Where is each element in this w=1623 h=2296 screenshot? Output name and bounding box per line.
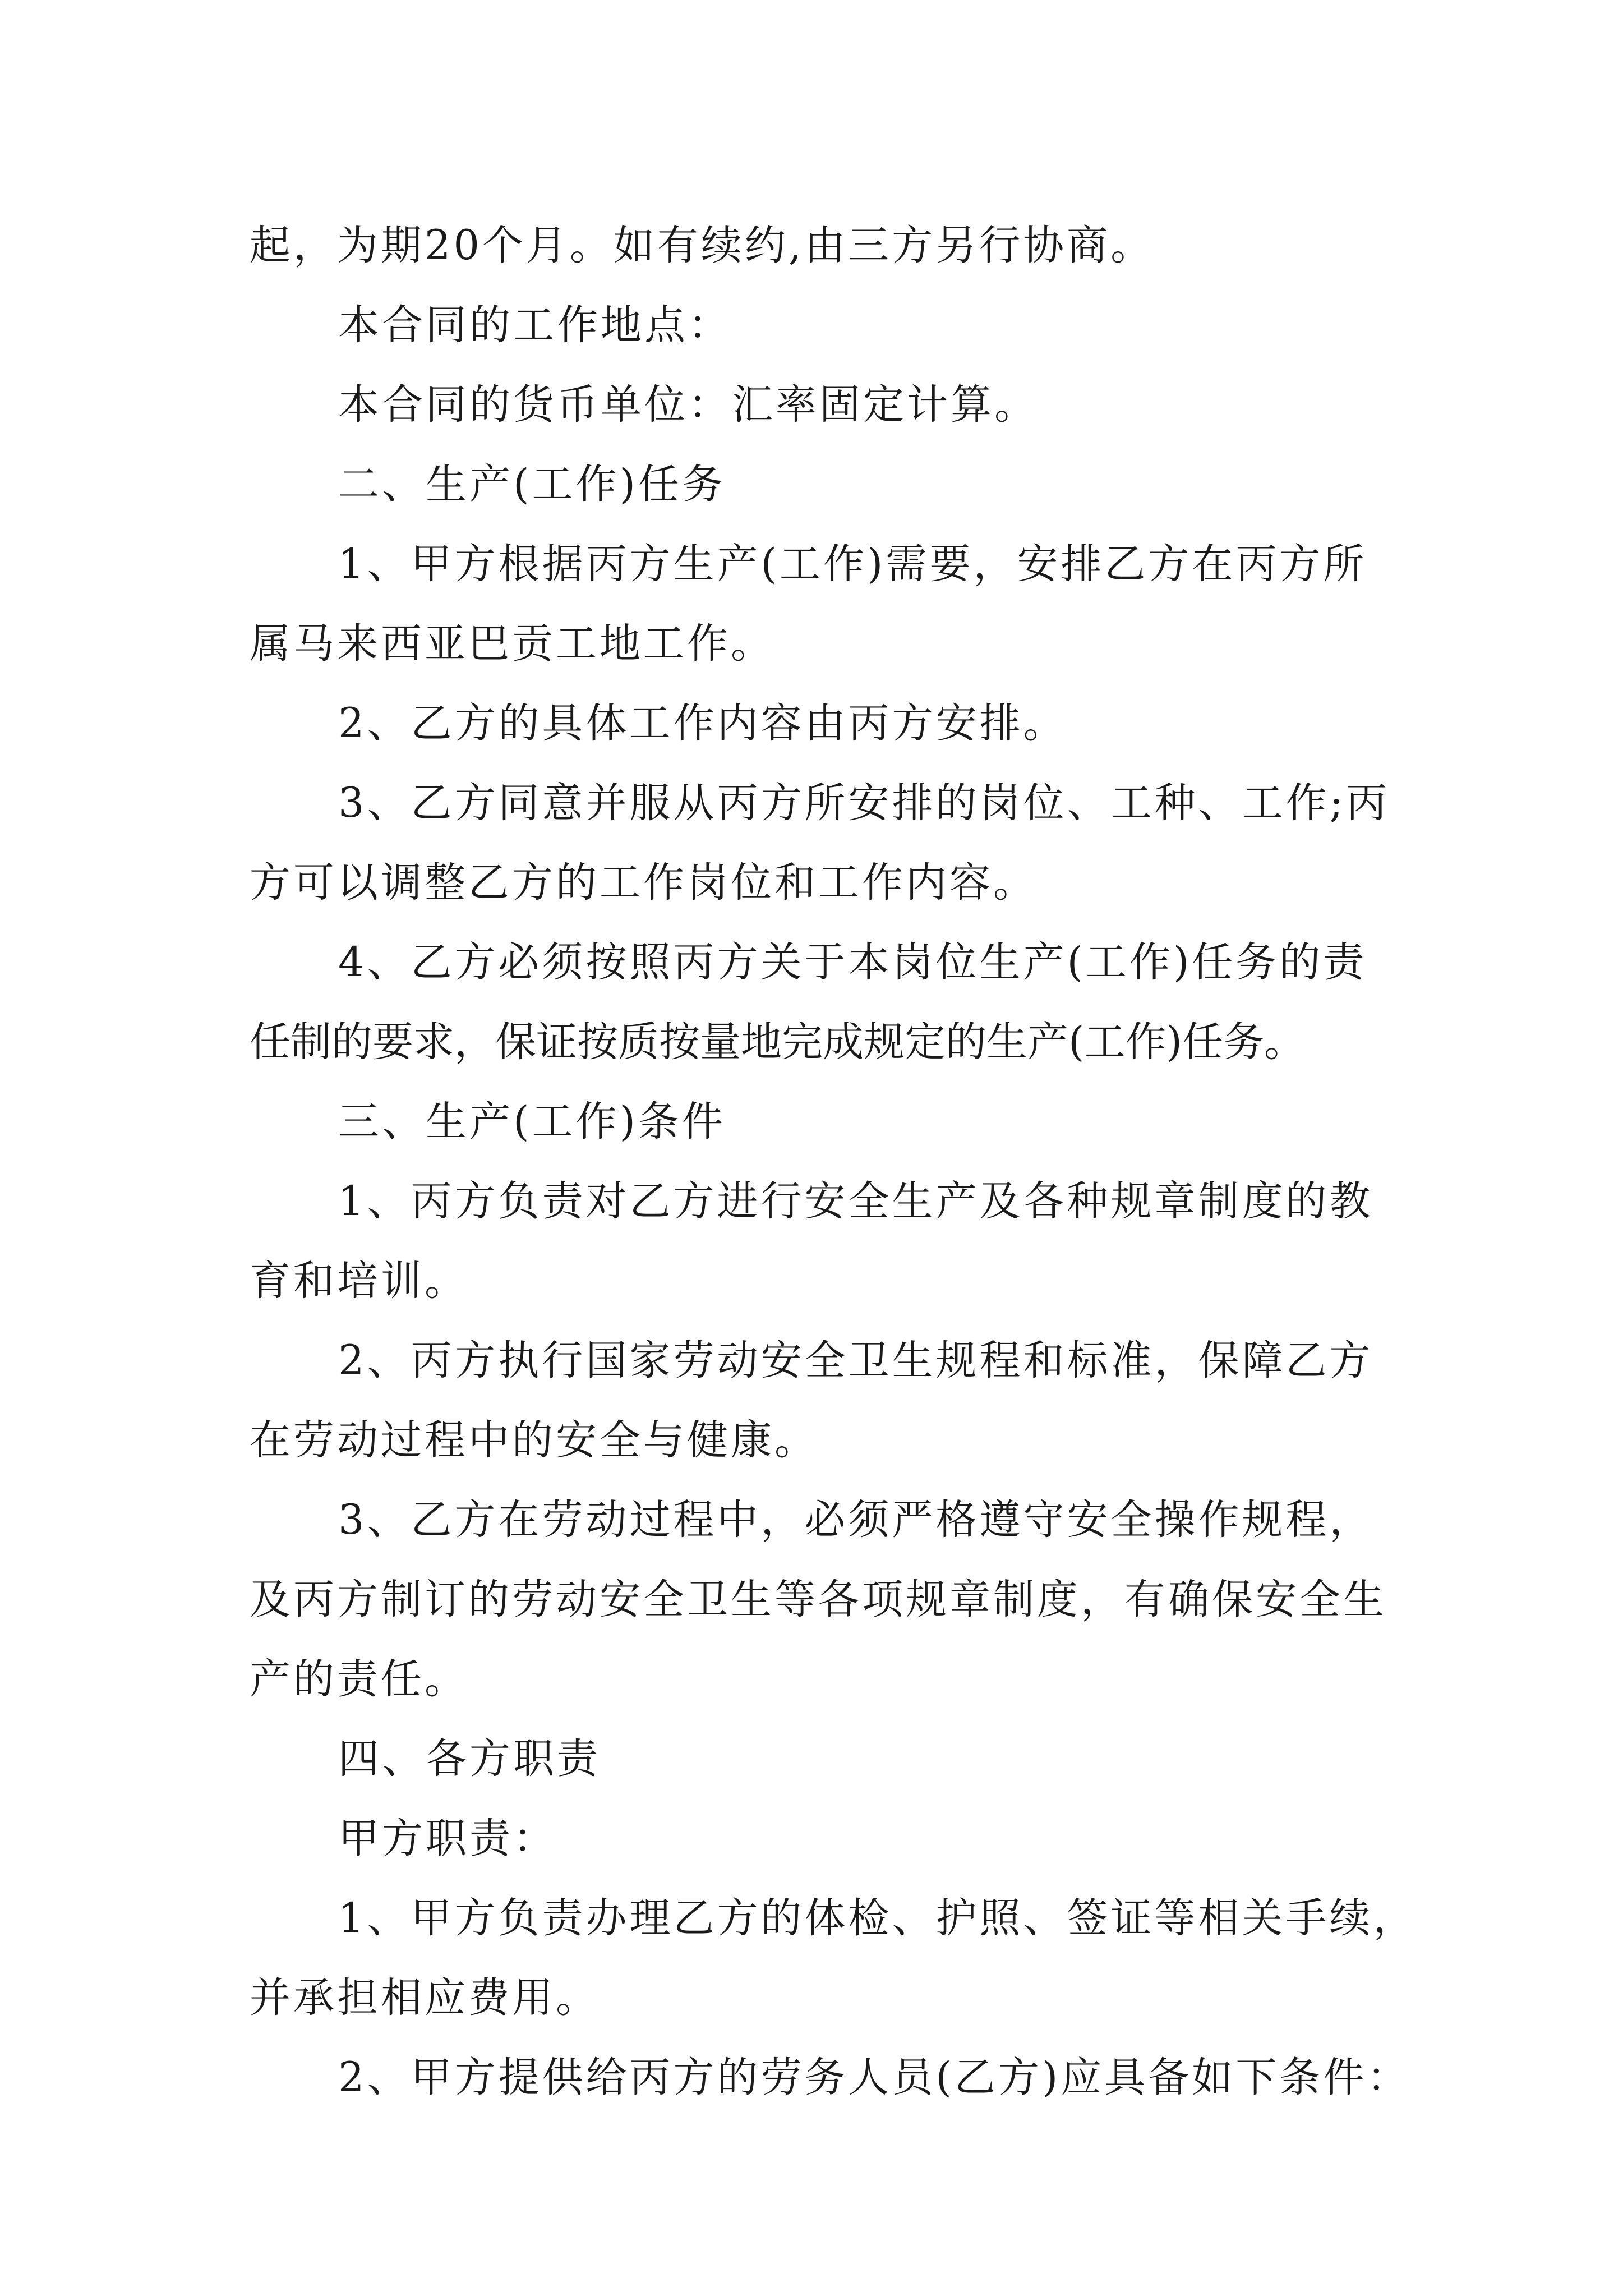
text-line: 2、甲方提供给丙方的劳务人员(乙方)应具备如下条件：	[338, 2054, 1411, 2101]
text-line: 及丙方制订的劳动安全卫生等各项规章制度，有确保安全生	[250, 1576, 1387, 1623]
section-heading: 二、生产(工作)任务	[338, 461, 726, 508]
text-line: 并承担相应费用。	[250, 1974, 600, 2022]
section-heading: 四、各方职责	[338, 1735, 601, 1783]
section-heading: 三、生产(工作)条件	[338, 1098, 726, 1145]
text-line: 1、甲方根据丙方生产(工作)需要，安排乙方在丙方所	[338, 540, 1367, 588]
text-line: 1、丙方负责对乙方进行安全生产及各种规章制度的教	[338, 1177, 1373, 1225]
text-line: 在劳动过程中的安全与健康。	[250, 1416, 818, 1464]
text-line: 起，为期20个月。如有续约,由三方另行协商。	[250, 222, 1155, 269]
subsection-heading: 甲方职责：	[338, 1815, 557, 1862]
text-line: 2、丙方执行国家劳动安全卫生规程和标准，保障乙方	[338, 1337, 1373, 1384]
text-line: 2、乙方的具体工作内容由丙方安排。	[338, 700, 1067, 747]
text-line: 育和培训。	[250, 1257, 468, 1305]
text-line: 产的责任。	[250, 1655, 468, 1703]
contract-body	[250, 218, 1416, 2129]
text-line: 方可以调整乙方的工作岗位和工作内容。	[250, 859, 1037, 907]
text-line: 3、乙方同意并服从丙方所安排的岗位、工种、工作;丙	[338, 779, 1390, 827]
text-line: 本合同的货币单位：汇率固定计算。	[338, 381, 1038, 429]
text-line: 3、乙方在劳动过程中，必须严格遵守安全操作规程，	[338, 1496, 1373, 1544]
text-line: 4、乙方必须按照丙方关于本岗位生产(工作)任务的责	[338, 938, 1367, 986]
text-line: 本合同的工作地点：	[338, 301, 732, 349]
text-line: 属马来西亚巴贡工地工作。	[250, 620, 774, 668]
text-line: 任制的要求，保证按质按量地完成规定的生产(工作)任务。	[250, 1018, 1305, 1066]
text-line: 1、甲方负责办理乙方的体检、护照、签证等相关手续，	[338, 1894, 1417, 1942]
